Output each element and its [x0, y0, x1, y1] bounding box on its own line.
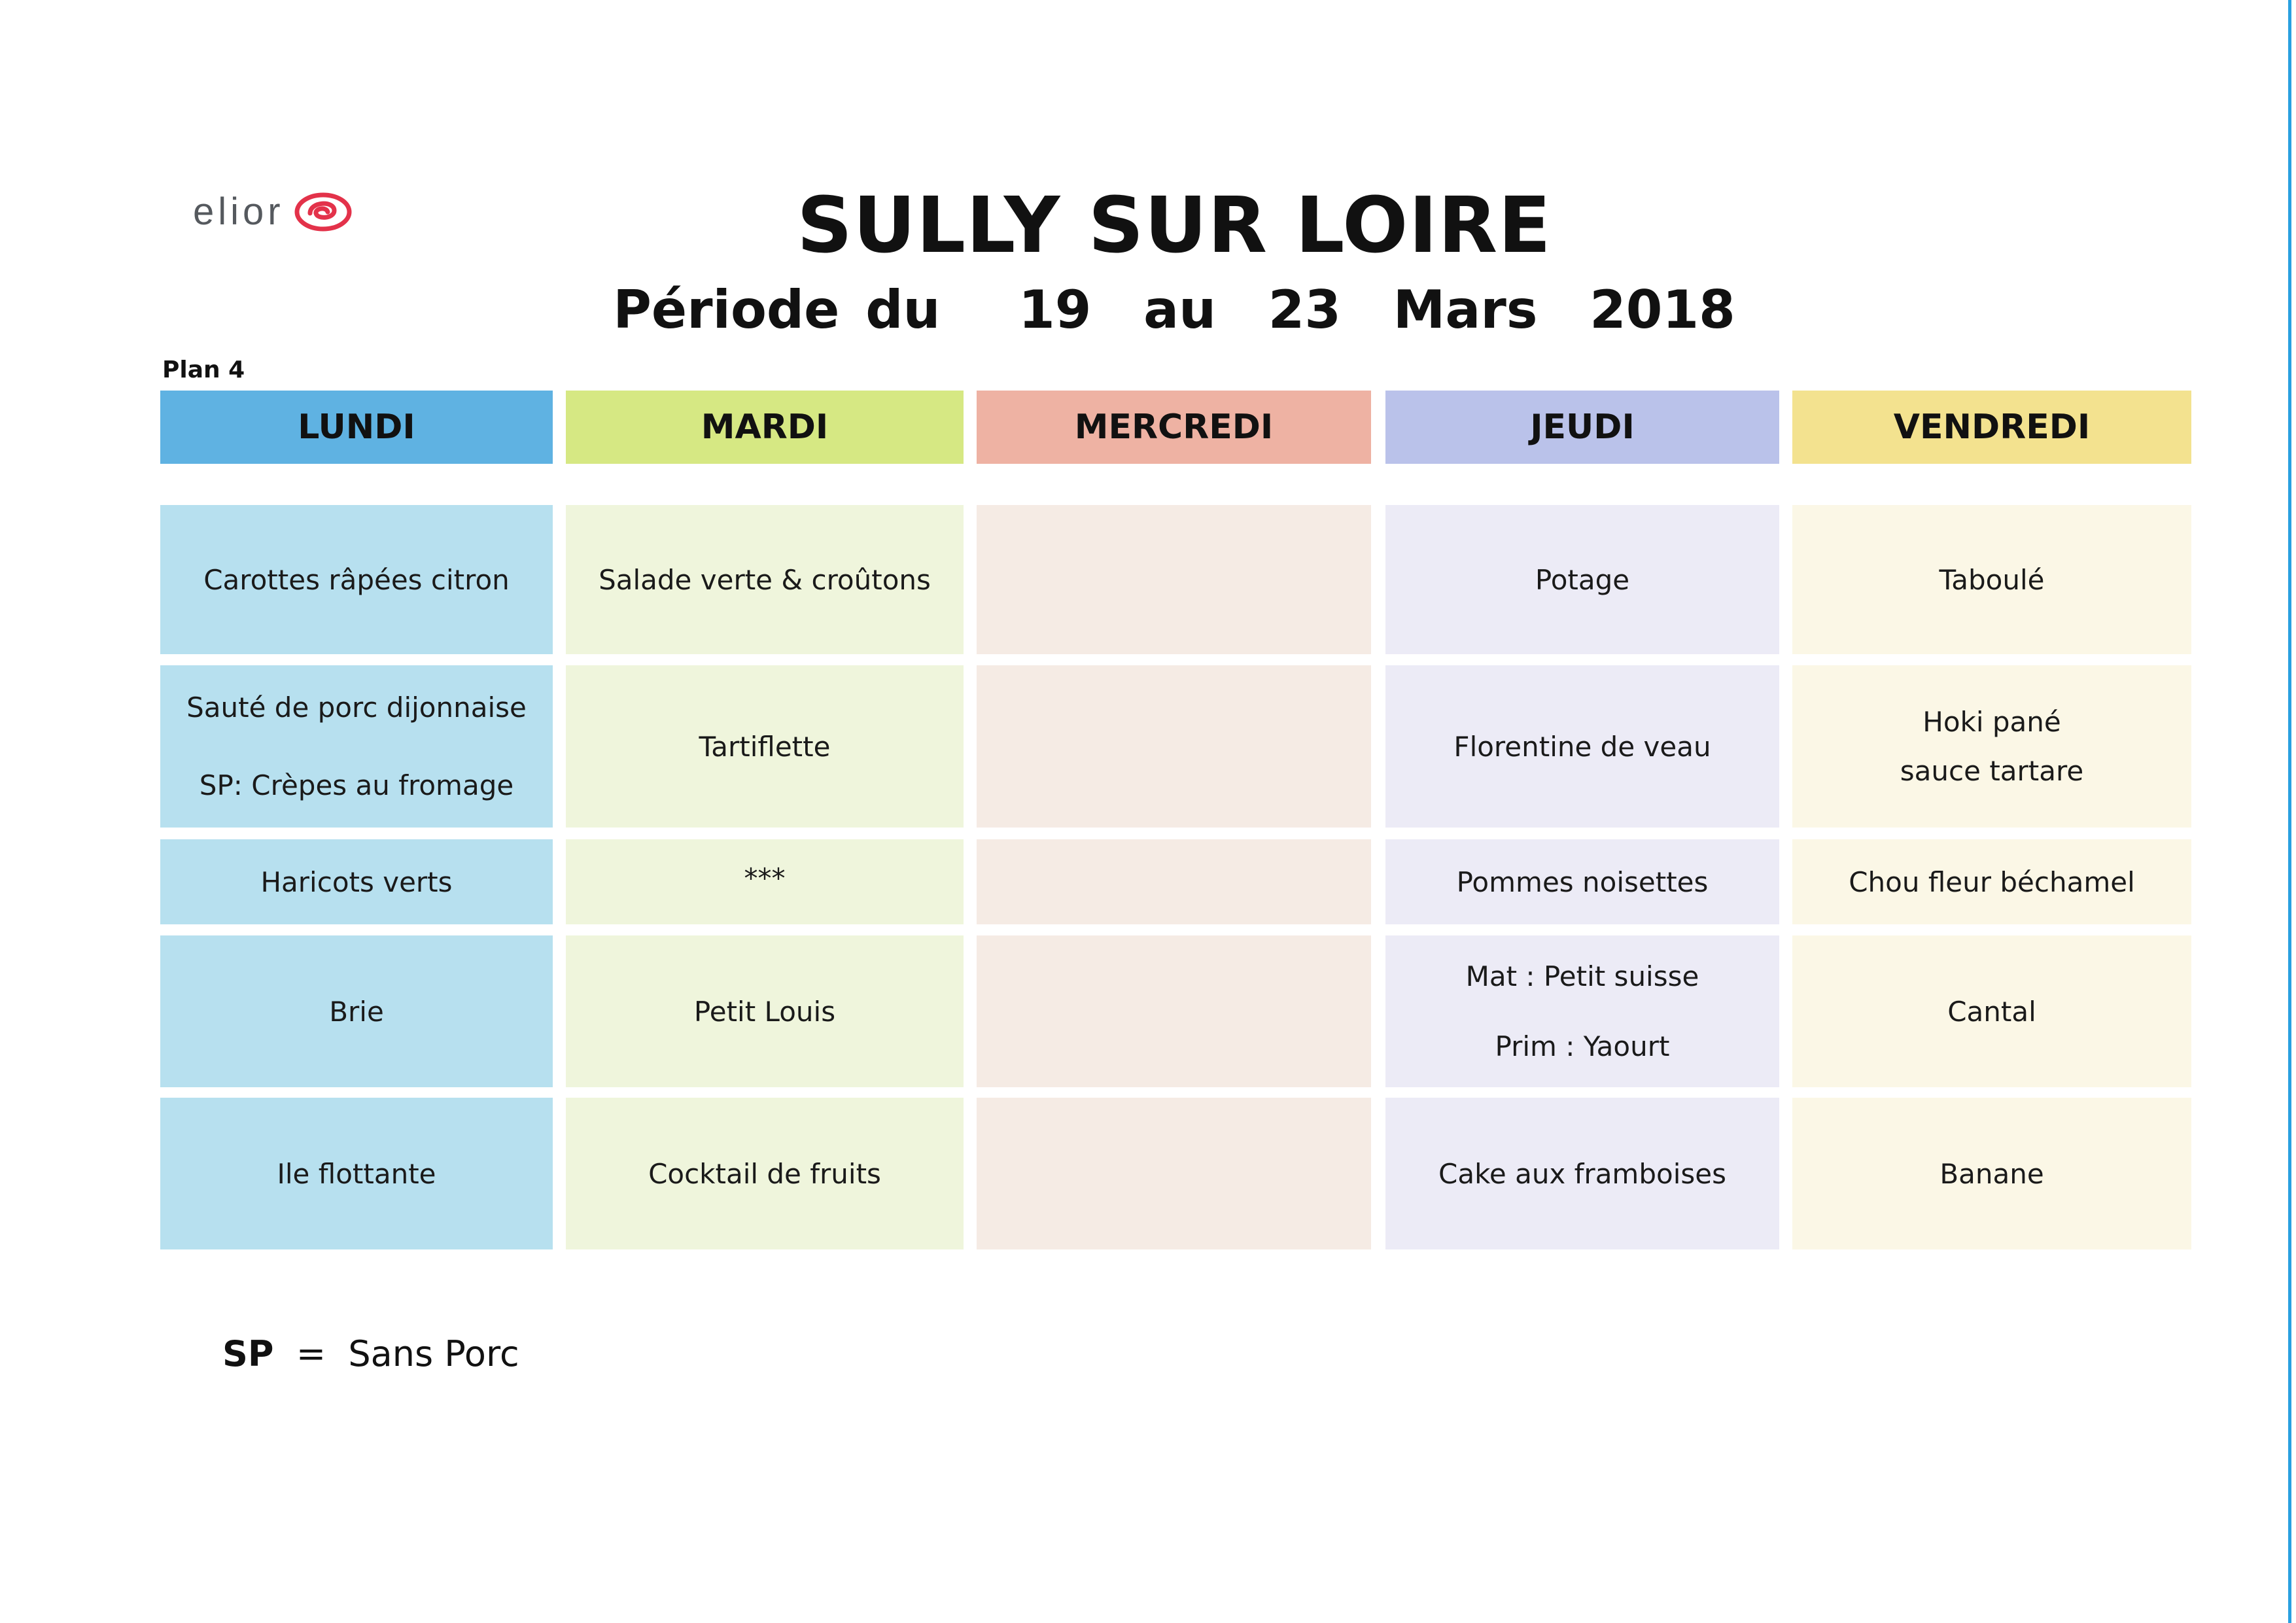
dish-text: Petit Louis	[693, 995, 836, 1028]
jeudi-row-3	[1385, 839, 1779, 924]
dish-text: Pommes noisettes	[1456, 865, 1709, 898]
dish-text: Tartiflette	[699, 730, 831, 763]
dish-text: sauce tartare	[1900, 755, 2084, 787]
day-header-jeudi: JEUDI	[1385, 391, 1779, 464]
day-header-mardi: MARDI	[566, 391, 964, 464]
day-header-vendredi: VENDREDI	[1792, 391, 2191, 464]
mercredi-row-4	[977, 935, 1371, 1087]
lundi-row-1	[160, 505, 553, 654]
legend-sep: =	[296, 1333, 326, 1374]
vendredi-row-1	[1792, 505, 2191, 654]
dish-text: Cantal	[1947, 995, 2036, 1028]
jeudi-row-4	[1385, 935, 1779, 1087]
mercredi-row-3	[977, 839, 1371, 924]
dish-text: ***	[744, 862, 786, 894]
plan-label: Plan 4	[162, 357, 245, 383]
legend-meaning: Sans Porc	[348, 1333, 519, 1374]
lundi-row-2	[160, 665, 553, 828]
dish-text: Hoki pané	[1922, 706, 2061, 738]
day-header-lundi: LUNDI	[160, 391, 553, 464]
jeudi-row-1	[1385, 505, 1779, 654]
mardi-row-3	[566, 839, 964, 924]
dish-text: Haricots verts	[260, 865, 453, 898]
dish-text: Potage	[1535, 563, 1630, 596]
day-header-mercredi: MERCREDI	[977, 391, 1371, 464]
dish-text: SP: Crèpes au fromage	[199, 769, 514, 801]
lundi-row-3	[160, 839, 553, 924]
vendredi-row-3	[1792, 839, 2191, 924]
dish-text: Mat : Petit suisse	[1465, 960, 1699, 992]
mardi-row-5	[566, 1098, 964, 1249]
dish-text: Florentine de veau	[1453, 730, 1711, 763]
period-subtitle: Période du 19 au 23 Mars 2018	[613, 279, 1735, 340]
dish-text: Cake aux framboises	[1438, 1157, 1726, 1190]
page-title: SULLY SUR LOIRE	[797, 180, 1552, 270]
legend	[222, 1333, 519, 1374]
dish-text: Sauté de porc dijonnaise	[186, 691, 527, 724]
jeudi-row-5	[1385, 1098, 1779, 1249]
dish-text: Banane	[1939, 1157, 2044, 1190]
vendredi-row-4	[1792, 935, 2191, 1087]
dish-text: Chou fleur béchamel	[1849, 865, 2135, 898]
dish-text: Salade verte & croûtons	[599, 563, 931, 596]
mardi-row-4	[566, 935, 964, 1087]
dish-text: Brie	[329, 995, 384, 1028]
lundi-row-5	[160, 1098, 553, 1249]
jeudi-row-2	[1385, 665, 1779, 828]
vendredi-row-5	[1792, 1098, 2191, 1249]
logo-text: elior	[193, 190, 285, 233]
dish-text: Cocktail de fruits	[648, 1157, 881, 1190]
dish-text: Ile flottante	[277, 1157, 436, 1190]
dish-text: Prim : Yaourt	[1495, 1030, 1670, 1062]
lundi-row-4	[160, 935, 553, 1087]
mercredi-row-5	[977, 1098, 1371, 1249]
mercredi-row-1	[977, 505, 1371, 654]
mercredi-row-2	[977, 665, 1371, 828]
vendredi-row-2	[1792, 665, 2191, 828]
dish-text: Taboulé	[1939, 563, 2045, 596]
legend-abbr: SP	[222, 1333, 274, 1374]
mardi-row-2	[566, 665, 964, 828]
mardi-row-1	[566, 505, 964, 654]
dish-text: Carottes râpées citron	[203, 563, 510, 596]
